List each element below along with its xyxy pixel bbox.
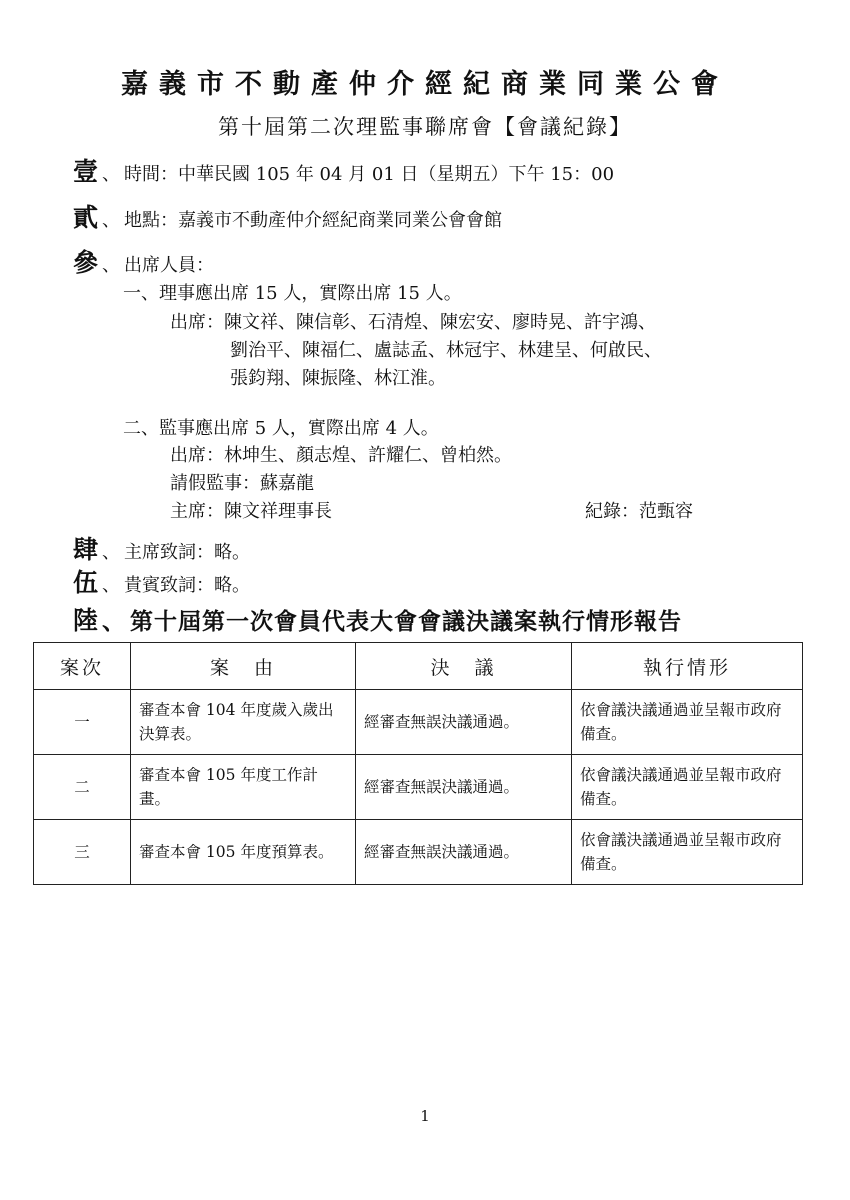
case-number-cell: 二 bbox=[34, 755, 131, 820]
execution-status-cell: 依會議決議通過並呈報市政府備查。 bbox=[572, 690, 803, 755]
meeting-recorder: 紀錄：范甄容 bbox=[585, 501, 693, 522]
page-number: 1 bbox=[420, 1107, 430, 1125]
section-time-text: 時間：中華民國 105 年 04 月 01 日（星期五）下午 15：00 bbox=[124, 164, 615, 185]
section-attendees-number: 參 bbox=[73, 248, 99, 277]
section-chair-speech-number: 肆 bbox=[73, 535, 99, 564]
case-subject-cell: 審查本會 105 年度工作計畫。 bbox=[131, 755, 356, 820]
case-number-cell: 一 bbox=[34, 690, 131, 755]
section-chair-speech: 肆 、 主席致詞：略。 bbox=[73, 530, 250, 566]
section-place: 貳 、 地點：嘉義市不動產仲介經紀商業同業公會會館 bbox=[73, 198, 502, 234]
document-title: 嘉義市不動產仲介經紀商業同業公會 bbox=[121, 69, 729, 100]
table-header-row bbox=[34, 643, 803, 690]
supervisors-present: 出席：林坤生、顏志煌、許耀仁、曾柏然。 bbox=[170, 445, 512, 466]
table-row bbox=[34, 755, 803, 820]
execution-status-cell: 依會議決議通過並呈報市政府備查。 bbox=[572, 755, 803, 820]
supervisors-on-leave: 請假監事：蘇嘉龍 bbox=[170, 473, 314, 494]
section-report: 陸 、 第十屆第一次會員代表大會會議決議案執行情形報告 bbox=[73, 601, 682, 637]
section-time-number: 壹 bbox=[73, 157, 99, 186]
column-header-case-subject: 案 由 bbox=[131, 643, 356, 690]
resolution-report-table bbox=[33, 642, 803, 885]
directors-present-line1: 出席：陳文祥、陳信彰、石清煌、陳宏安、廖時晃、許宇鴻、 bbox=[170, 312, 656, 333]
case-number-cell: 三 bbox=[34, 820, 131, 885]
section-time: 壹 、 時間：中華民國 105 年 04 月 01 日（星期五）下午 15：00 bbox=[73, 152, 614, 188]
section-place-text: 地點：嘉義市不動產仲介經紀商業同業公會會館 bbox=[124, 210, 503, 231]
case-subject-cell: 審查本會 104 年度歲入歲出決算表。 bbox=[131, 690, 356, 755]
section-place-number: 貳 bbox=[73, 203, 99, 232]
case-subject-cell: 審查本會 105 年度預算表。 bbox=[131, 820, 356, 885]
directors-present-line3: 張鈞翔、陳振隆、林江淮。 bbox=[230, 368, 446, 389]
column-header-case-number: 案次 bbox=[34, 643, 131, 690]
directors-present-line2: 劉治平、陳福仁、盧誌孟、林冠宇、林建呈、何啟民、 bbox=[230, 340, 662, 361]
execution-status-cell: 依會議決議通過並呈報市政府備查。 bbox=[572, 820, 803, 885]
section-guest-speech-text: 貴賓致詞：略。 bbox=[124, 575, 251, 596]
table-row bbox=[34, 820, 803, 885]
table-row bbox=[34, 690, 803, 755]
resolution-cell: 經審查無誤決議通過。 bbox=[356, 690, 572, 755]
section-report-heading: 第十屆第一次會員代表大會會議決議案執行情形報告 bbox=[130, 608, 683, 635]
section-attendees-heading: 出席人員： bbox=[124, 255, 215, 276]
meeting-chair: 主席：陳文祥理事長 bbox=[170, 501, 332, 522]
resolution-cell: 經審查無誤決議通過。 bbox=[356, 820, 572, 885]
column-header-execution-status: 執行情形 bbox=[572, 643, 803, 690]
section-attendees: 參 、 出席人員： bbox=[73, 243, 214, 279]
supervisors-summary: 二、監事應出席 5 人，實際出席 4 人。 bbox=[123, 418, 439, 439]
section-guest-speech: 伍 、 貴賓致詞：略。 bbox=[73, 563, 250, 599]
resolution-cell: 經審查無誤決議通過。 bbox=[356, 755, 572, 820]
section-guest-speech-number: 伍 bbox=[73, 568, 99, 597]
section-chair-speech-text: 主席致詞：略。 bbox=[124, 542, 251, 563]
directors-summary: 一、理事應出席 15 人，實際出席 15 人。 bbox=[123, 283, 462, 304]
column-header-resolution: 決 議 bbox=[356, 643, 572, 690]
document-subtitle: 第十屆第二次理監事聯席會【會議紀錄】 bbox=[218, 115, 632, 139]
section-report-number: 陸 bbox=[73, 606, 99, 635]
